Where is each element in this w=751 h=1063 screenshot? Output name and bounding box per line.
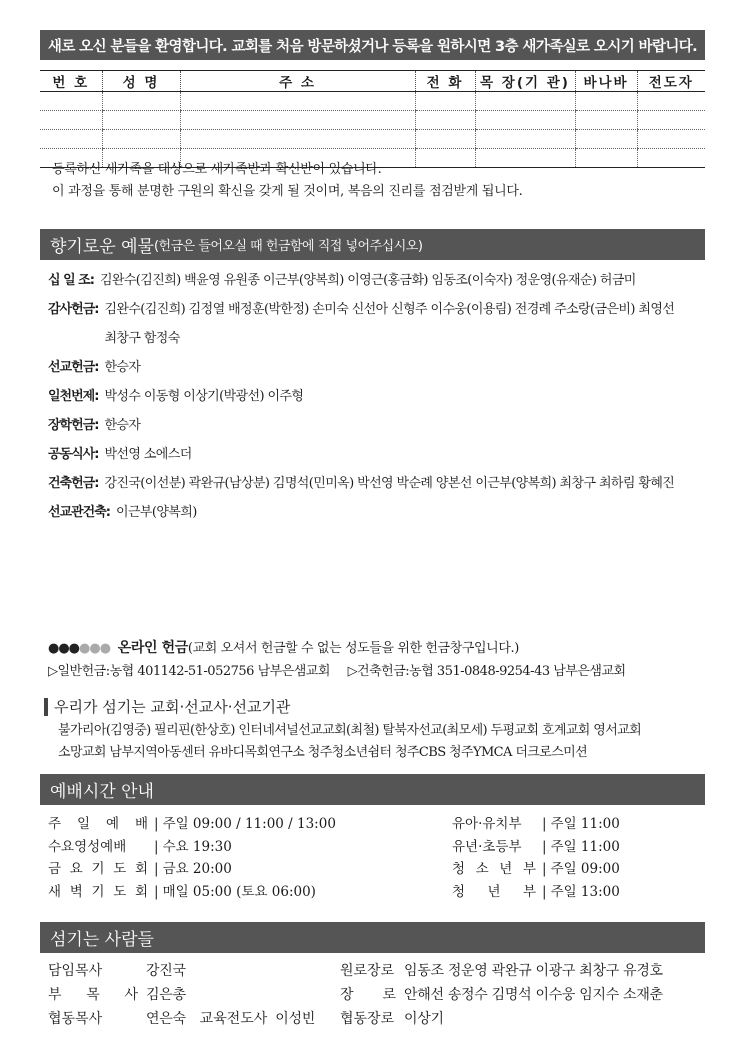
cell[interactable]	[180, 130, 415, 149]
worship-item	[48, 836, 336, 859]
table-row[interactable]	[40, 92, 705, 111]
staff-item	[48, 1007, 315, 1031]
note-line: 이 과정을 통해 분명한 구원의 확신을 갖게 될 것이며, 복음의 진리를 점검받게 됩니다.	[52, 184, 523, 199]
staff-item	[340, 983, 663, 1007]
cell[interactable]	[475, 92, 575, 111]
building-account: ▷건축헌금:농협 351-0848-9254-43 남부은샘교회	[347, 664, 626, 679]
service-time: 주일 09:00 / 11:00 / 13:00	[162, 816, 336, 832]
separator: |	[542, 816, 547, 832]
online-desc: (교회 오셔서 헌금할 수 없는 성도들을 위한 헌금창구입니다.)	[187, 641, 519, 656]
worship-list-left	[48, 813, 336, 903]
mission-list	[58, 720, 708, 764]
staff-name: 김은총	[146, 987, 186, 1003]
service-time: 주일 13:00	[550, 883, 620, 900]
staff-item	[340, 1007, 663, 1031]
offering-row-thanks	[48, 295, 708, 353]
cell[interactable]	[102, 92, 180, 111]
staff-role: 부 목 사	[48, 987, 138, 1003]
staff-role: 원로장로	[340, 963, 395, 979]
offering-row-building	[48, 469, 708, 498]
offering-names: 김완수(김진희) 김정열 배정훈(박한정) 손미숙 신선아 신형주 이수웅(이용림) 전경례 주소랑(금은비) 최영선 최창구 함정숙	[104, 302, 675, 346]
offering-row-scholarship	[48, 411, 708, 440]
offering-label: 선교관건축:	[48, 505, 110, 520]
bar-icon	[44, 698, 48, 716]
table-row[interactable]	[40, 130, 705, 149]
offering-names: 강진국(이선분) 곽완규(남상분) 김명석(민미옥) 박선영 박순례 양본선 이근부(양복희) 최창구 최하림 황혜진	[104, 476, 675, 491]
offering-names: 박선영 소에스더	[104, 447, 192, 462]
offering-label: 공동식사:	[48, 447, 99, 462]
cell[interactable]	[102, 130, 180, 149]
cell[interactable]	[575, 130, 637, 149]
column-header: 주 소	[180, 71, 415, 92]
worship-section-header	[40, 774, 705, 805]
service-name: 수요영성예배	[48, 838, 127, 855]
cell[interactable]	[637, 149, 705, 168]
separator: |	[542, 883, 547, 900]
offering-section-header	[40, 229, 705, 260]
service-name: 유년·초등부	[452, 838, 522, 855]
registration-note	[52, 159, 522, 203]
staff-list-left	[48, 959, 315, 1031]
offering-row-meal	[48, 440, 708, 469]
offering-title: 향기로운 예물	[50, 237, 154, 257]
cell[interactable]	[415, 111, 475, 130]
worship-item	[48, 813, 336, 836]
service-time: 수요 19:30	[162, 838, 232, 855]
offering-label: 십 일 조:	[48, 273, 94, 288]
column-header: 전도자	[637, 71, 705, 92]
staff-name: 임동조 정운영 곽완규 이광구 최창구 유경호	[404, 963, 663, 979]
offering-label: 건축헌금:	[48, 476, 99, 491]
offering-names: 김완수(김진희) 백윤영 유원종 이근부(양복희) 이영근(홍금화) 임동조(이숙자) 정운영(유재순) 허금미	[99, 273, 636, 288]
service-name: 청 소 년 부	[452, 861, 536, 877]
staff-list-right	[340, 959, 663, 1031]
service-time: 금요 20:00	[162, 861, 232, 877]
staff-role: 교육전도사	[199, 1011, 268, 1027]
column-header: 번 호	[40, 71, 102, 92]
cell[interactable]	[637, 130, 705, 149]
worship-item	[452, 836, 620, 859]
offering-names: 이근부(양복희)	[116, 505, 197, 520]
online-offering	[48, 637, 519, 657]
offering-row-mission-building	[48, 498, 708, 527]
registration-table	[40, 70, 705, 168]
service-time: 주일 11:00	[550, 838, 620, 855]
staff-item	[340, 959, 663, 983]
column-header: 성 명	[102, 71, 180, 92]
column-header: 전 화	[415, 71, 475, 92]
bank-accounts	[48, 660, 626, 679]
dots-icon: ●●●●●●	[48, 641, 111, 656]
cell[interactable]	[475, 130, 575, 149]
cell[interactable]	[575, 111, 637, 130]
offering-names: 한승자	[104, 418, 141, 433]
separator: |	[154, 816, 159, 832]
offering-row-tithe	[48, 266, 708, 295]
service-name: 금 요 기 도 회	[48, 861, 148, 877]
separator: |	[542, 838, 547, 855]
online-title: 온라인 헌금	[117, 640, 188, 656]
staff-name: 연은숙	[146, 1011, 186, 1027]
worship-item	[48, 881, 336, 904]
service-time: 매일 05:00 (토요 06:00)	[162, 883, 316, 900]
staff-name: 안해선 송정수 김명석 이수웅 임지수 소재춘	[404, 987, 663, 1003]
worship-item	[48, 858, 336, 881]
cell[interactable]	[415, 92, 475, 111]
staff-name: 강진국	[146, 963, 186, 979]
offering-label: 선교헌금:	[48, 360, 99, 375]
worship-item	[452, 881, 620, 904]
service-time: 주일 09:00	[550, 861, 620, 877]
column-header: 목 장(기 관)	[475, 71, 575, 92]
separator: |	[542, 861, 547, 877]
service-name: 청 년 부	[452, 883, 536, 900]
service-time: 주일 11:00	[550, 816, 620, 832]
staff-role: 협동목사	[48, 1011, 103, 1027]
cell[interactable]	[415, 130, 475, 149]
cell[interactable]	[40, 130, 102, 149]
mission-line: 소망교회 남부지역아동센터 유바디목회연구소 청주청소년쉼터 청주CBS 청주YMCA 더크로스미션	[58, 745, 588, 760]
cell[interactable]	[40, 111, 102, 130]
staff-item	[48, 959, 315, 983]
staff-title: 섬기는 사람들	[50, 930, 154, 950]
separator: |	[154, 861, 159, 877]
cell[interactable]	[102, 111, 180, 130]
note-line: 등록하신 새가족을 대상으로 새가족반과 확신반이 있습니다.	[52, 162, 382, 177]
worship-item	[452, 858, 620, 881]
service-name: 주 일 예 배	[48, 816, 148, 832]
cell[interactable]	[180, 111, 415, 130]
staff-name: 이성빈	[275, 1011, 315, 1027]
offering-row-mission	[48, 353, 708, 382]
mission-title	[44, 696, 290, 717]
general-account: ▷일반헌금:농협 401142-51-052756 남부은샘교회	[48, 664, 330, 679]
service-name: 새 벽 기 도 회	[48, 883, 148, 900]
cell[interactable]	[475, 111, 575, 130]
worship-title: 예배시간 안내	[50, 782, 154, 802]
cell[interactable]	[575, 149, 637, 168]
service-name: 유아·유치부	[452, 816, 522, 832]
staff-section-header	[40, 922, 705, 953]
cell[interactable]	[180, 92, 415, 111]
column-header: 바나바	[575, 71, 637, 92]
separator: |	[154, 883, 159, 900]
offering-row-thousand	[48, 382, 708, 411]
mission-line: 불가리아(김영중) 필리핀(한상호) 인터네셔널선교교회(최철) 탈북자선교(최모세) 두평교회 호계교회 영서교회	[58, 723, 642, 738]
table-row[interactable]	[40, 111, 705, 130]
separator: |	[154, 838, 159, 855]
offering-label: 장학헌금:	[48, 418, 99, 433]
worship-list-right	[452, 813, 620, 903]
cell[interactable]	[637, 92, 705, 111]
staff-role: 장 로	[340, 987, 396, 1003]
staff-name: 이상기	[404, 1011, 444, 1027]
cell[interactable]	[40, 92, 102, 111]
offering-label: 일천번제:	[48, 389, 99, 404]
welcome-banner: 새로 오신 분들을 환영합니다. 교회를 처음 방문하셨거나 등록을 원하시면 3층 새가족실로 오시기 바랍니다.	[40, 30, 705, 60]
cell[interactable]	[575, 92, 637, 111]
offering-names: 박성수 이동형 이상기(박광선) 이주형	[104, 389, 304, 404]
offering-list	[48, 266, 708, 527]
staff-item	[48, 983, 315, 1007]
table-header-row	[40, 71, 705, 92]
staff-role: 담임목사	[48, 963, 103, 979]
mission-title-text: 우리가 섬기는 교회·선교사·선교기관	[54, 698, 291, 716]
staff-role: 협동장로	[340, 1011, 395, 1027]
offering-names: 한승자	[104, 360, 141, 375]
cell[interactable]	[637, 111, 705, 130]
offering-title-note: (헌금은 들어오실 때 헌금함에 직접 넣어주십시오)	[153, 239, 423, 254]
offering-label: 감사헌금:	[48, 302, 99, 317]
worship-item	[452, 813, 620, 836]
